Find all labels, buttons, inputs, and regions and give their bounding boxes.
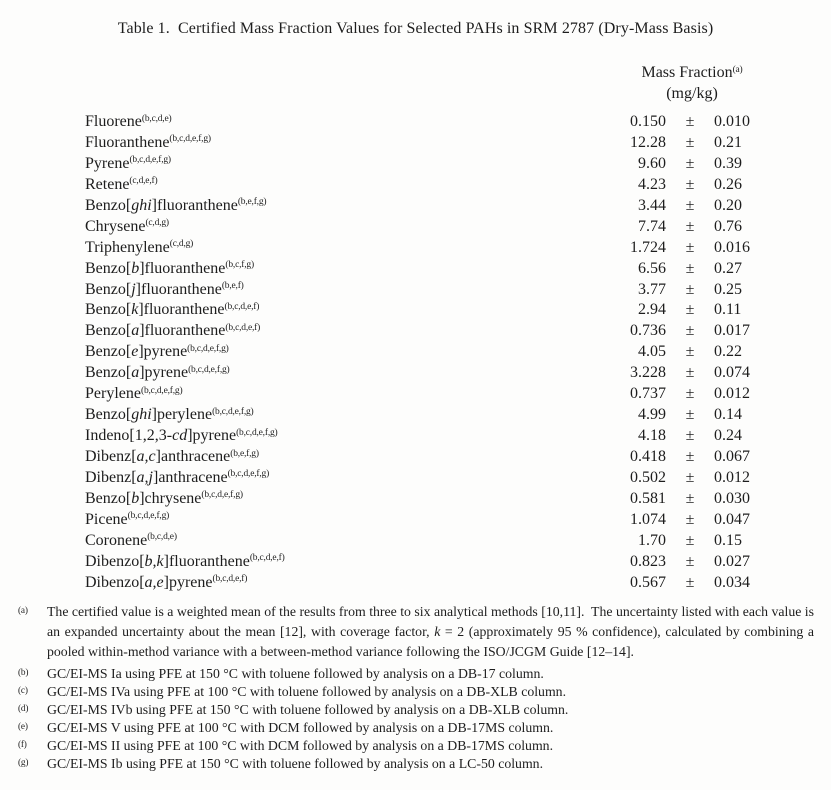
uncertainty-value: 0.030 [714, 489, 750, 507]
mass-fraction-value: 0.567 [630, 573, 666, 591]
mass-fraction-value: 3.44 [638, 196, 666, 214]
uncertainty-value: 0.15 [714, 531, 742, 549]
uncertainty-value: 0.012 [714, 468, 750, 486]
footnote-marker: (d) [18, 703, 29, 714]
table-row [85, 490, 778, 511]
mass-fraction-value: 2.94 [638, 301, 666, 319]
mass-fraction-value: 1.724 [630, 238, 666, 256]
table-row [85, 134, 778, 155]
table-row [85, 281, 778, 302]
footnote [18, 665, 814, 683]
mass-fraction-value: 9.60 [638, 154, 666, 172]
table-row [85, 553, 778, 574]
plus-minus-symbol: ± [685, 573, 695, 591]
compound-footnote-refs: (c,d,e,f) [129, 176, 158, 187]
footnote-marker: (g) [18, 757, 29, 768]
compound-name: Triphenylene$^{(c,d,g)}$ [85, 238, 194, 256]
uncertainty-value: 0.25 [714, 280, 742, 298]
compound-footnote-refs: (b,e,f,g) [230, 448, 259, 459]
compound-name: Dibenzo[b,k]fluoranthene$^{(b,c,d,e,f)}$ [85, 552, 285, 570]
footnote-text: GC/EI-MS IVa using PFE at 100 °C with toluene followed by analysis on a DB-XLB column. [47, 684, 567, 699]
compound-name: Chrysene$^{(c,d,g)}$ [85, 217, 169, 235]
mass-fraction-value: 12.28 [630, 133, 666, 151]
uncertainty-value: 0.074 [714, 364, 750, 382]
compound-footnote-refs: (b,c,d,e) [141, 113, 172, 124]
footnote-text: The certified value is a weighted mean of the results from three to six analytical methods [10,11]. The uncertainty listed with each value is an expanded uncertainty about the mean [12], with coverage factor, k = 2 (approximately 95 % confidence), calculated by combining a pooled within-method variance with a between-method variance following the ISO/JCGM Guide [12–14]. [47, 604, 815, 659]
uncertainty-value: 0.26 [714, 175, 742, 193]
footnote-marker: (f) [18, 739, 27, 750]
table-row [85, 176, 778, 197]
plus-minus-symbol: ± [685, 175, 695, 193]
compound-name: Indeno[1,2,3-cd]pyrene$^{(b,c,d,e,f,g)}$ [85, 427, 278, 445]
table-row [85, 406, 778, 427]
footnote-marker: (c) [18, 685, 28, 696]
footnote-marker: (b) [18, 667, 29, 678]
footnote-text: GC/EI-MS II using PFE at 100 °C with DCM followed by analysis on a DB-17MS column. [47, 738, 554, 753]
footnote-text: GC/EI-MS Ia using PFE at 150 °C with toluene followed by analysis on a DB-17 column. [47, 666, 544, 681]
compound-footnote-refs: (b,c,f,g) [225, 260, 254, 271]
mass-fraction-value: 7.74 [638, 217, 666, 235]
mass-fraction-value: 4.05 [638, 343, 666, 361]
compound-name: Dibenz[a,c]anthracene$^{(b,e,f,g)}$ [85, 448, 259, 465]
uncertainty-value: 0.047 [714, 510, 750, 528]
footnote-marker: (e) [18, 721, 28, 732]
compound-footnote-refs: (b,c,d,e,f,g) [212, 406, 254, 417]
compound-name: Pyrene$^{(b,c,d,e,f,g)}$ [85, 154, 171, 172]
plus-minus-symbol: ± [685, 552, 695, 570]
column-header [592, 62, 792, 104]
compound-footnote-refs: (b,c,d,e,f) [212, 574, 248, 585]
table-row [85, 239, 778, 260]
uncertainty-value: 0.016 [714, 238, 750, 256]
compound-footnote-refs: (b,e,f,g) [237, 197, 267, 208]
compound-name: Benzo[e]pyrene$^{(b,c,d,e,f,g)}$ [85, 343, 229, 361]
compound-footnote-refs: (b,c,d,e,f,g) [201, 490, 243, 501]
footnote [18, 701, 814, 719]
plus-minus-symbol: ± [685, 448, 695, 465]
compound-footnote-refs: (b,c,d,e,f,g) [227, 469, 270, 480]
column-header-footnote-ref: (a) [732, 64, 743, 75]
plus-minus-symbol: ± [685, 468, 695, 486]
column-header-label [592, 62, 792, 83]
compound-footnote-refs: (b,c,d,e) [147, 532, 177, 543]
column-header-unit: (mg/kg) [666, 85, 718, 102]
uncertainty-value: 0.21 [714, 133, 742, 151]
table-title: Table 1. Certified Mass Fraction Values for Selected PAHs in SRM 2787 (Dry-Mass Basis) [117, 20, 714, 37]
footnote-text: GC/EI-MS Ib using PFE at 150 °C with toluene followed by analysis on a LC-50 column. [47, 756, 544, 771]
compound-footnote-refs: (c,d,g) [169, 239, 194, 250]
mass-fraction-value: 0.418 [630, 448, 666, 465]
plus-minus-symbol: ± [685, 154, 695, 172]
mass-fraction-value: 4.18 [638, 427, 666, 445]
compound-name: Benzo[ghi]fluoranthene$^{(b,e,f,g)}$ [85, 196, 267, 214]
table-row [85, 427, 778, 448]
compound-footnote-refs: (b,c,d,e,f,g) [169, 134, 211, 145]
table-row [85, 322, 778, 343]
compound-name: Benzo[a]pyrene$^{(b,c,d,e,f,g)}$ [85, 364, 230, 382]
uncertainty-value: 0.010 [714, 113, 750, 130]
footnote [18, 683, 814, 701]
compound-name: Benzo[j]fluoranthene$^{(b,e,f)}$ [85, 280, 244, 298]
table-row [85, 448, 778, 469]
compound-footnote-refs: (b,c,d,e,f) [249, 553, 285, 564]
uncertainty-value: 0.14 [714, 406, 742, 424]
uncertainty-value: 0.017 [714, 322, 750, 340]
plus-minus-symbol: ± [685, 531, 695, 549]
compound-footnote-refs: (b,c,d,e,f,g) [140, 385, 183, 396]
plus-minus-symbol: ± [685, 196, 695, 214]
mass-fraction-value: 0.150 [630, 113, 666, 130]
compound-footnote-refs: (b,c,d,e,f,g) [188, 364, 230, 375]
table-row [85, 469, 778, 490]
table-row [85, 218, 778, 239]
mass-fraction-value: 0.736 [630, 322, 666, 340]
compound-name: Benzo[b]chrysene$^{(b,c,d,e,f,g)}$ [85, 489, 243, 507]
mass-fraction-value: 0.502 [630, 468, 666, 486]
compound-name: Coronene$^{(b,c,d,e)}$ [85, 531, 177, 549]
compound-name: Fluoranthene$^{(b,c,d,e,f,g)}$ [85, 133, 211, 151]
footnote-text: GC/EI-MS V using PFE at 100 °C with DCM followed by analysis on a DB-17MS column. [47, 720, 554, 735]
mass-fraction-value: 0.823 [630, 552, 666, 570]
compound-footnote-refs: (c,d,g) [145, 218, 169, 229]
footnote [18, 602, 814, 662]
compound-name: Fluorene$^{(b,c,d,e)}$ [85, 113, 172, 130]
uncertainty-value: 0.034 [714, 573, 750, 591]
plus-minus-symbol: ± [685, 385, 695, 403]
plus-minus-symbol: ± [685, 489, 695, 507]
footnote [18, 719, 814, 737]
mass-fraction-value: 6.56 [638, 259, 666, 277]
table-row [85, 343, 778, 364]
plus-minus-symbol: ± [685, 343, 695, 361]
uncertainty-value: 0.11 [714, 301, 742, 319]
footnotes [18, 602, 814, 773]
plus-minus-symbol: ± [685, 133, 695, 151]
compound-name: Benzo[b]fluoranthene$^{(b,c,f,g)}$ [85, 259, 254, 277]
compound-name: Picene$^{(b,c,d,e,f,g)}$ [85, 510, 170, 528]
uncertainty-value: 0.27 [714, 259, 742, 277]
compound-name: Benzo[ghi]perylene$^{(b,c,d,e,f,g)}$ [85, 406, 254, 424]
table-row [85, 364, 778, 385]
table-rows [85, 113, 778, 595]
mass-fraction-value: 0.737 [630, 385, 666, 403]
uncertainty-value: 0.76 [714, 217, 742, 235]
table-row [85, 511, 778, 532]
table-row [85, 385, 778, 406]
compound-footnote-refs: (b,c,d,e,f,g) [127, 511, 170, 522]
uncertainty-value: 0.027 [714, 552, 750, 570]
compound-footnote-refs: (b,c,d,e,f) [225, 322, 261, 333]
table-row [85, 260, 778, 281]
uncertainty-value: 0.39 [714, 154, 742, 172]
plus-minus-symbol: ± [685, 406, 695, 424]
footnote [18, 737, 814, 755]
compound-footnote-refs: (b,c,d,e,f,g) [129, 155, 171, 166]
plus-minus-symbol: ± [685, 259, 695, 277]
compound-name: Retene$^{(c,d,e,f)}$ [85, 175, 158, 193]
uncertainty-value: 0.067 [714, 448, 750, 465]
mass-fraction-value: 4.23 [638, 175, 666, 193]
footnote [18, 755, 814, 773]
compound-name: Perylene$^{(b,c,d,e,f,g)}$ [85, 385, 183, 403]
uncertainty-value: 0.22 [714, 343, 742, 361]
plus-minus-symbol: ± [685, 364, 695, 382]
compound-footnote-refs: (b,e,f) [221, 281, 244, 291]
table-row [85, 574, 778, 595]
compound-name: Dibenzo[a,e]pyrene$^{(b,c,d,e,f)}$ [85, 573, 248, 591]
table-row [85, 197, 778, 218]
plus-minus-symbol: ± [685, 113, 695, 130]
mass-fraction-value: 3.228 [630, 364, 666, 382]
uncertainty-value: 0.012 [714, 385, 750, 403]
mass-fraction-value: 1.70 [638, 531, 666, 549]
mass-fraction-value: 3.77 [638, 280, 666, 298]
plus-minus-symbol: ± [685, 217, 695, 235]
compound-name: Benzo[a]fluoranthene$^{(b,c,d,e,f)}$ [85, 322, 261, 340]
uncertainty-value: 0.20 [714, 196, 742, 214]
mass-fraction-value: 1.074 [630, 510, 666, 528]
compound-footnote-refs: (b,c,d,e,f,g) [187, 343, 229, 354]
plus-minus-symbol: ± [685, 510, 695, 528]
plus-minus-symbol: ± [685, 301, 695, 319]
table-row [85, 113, 778, 134]
table-row [85, 301, 778, 322]
mass-fraction-value: 0.581 [630, 489, 666, 507]
mass-fraction-value: 4.99 [638, 406, 666, 424]
plus-minus-symbol: ± [685, 427, 695, 445]
plus-minus-symbol: ± [685, 238, 695, 256]
table-row [85, 532, 778, 553]
compound-name: Dibenz[a,j]anthracene$^{(b,c,d,e,f,g)}$ [85, 468, 270, 486]
column-header-label-text: Mass Fraction [641, 64, 733, 81]
uncertainty-value: 0.24 [714, 427, 742, 445]
compound-footnote-refs: (b,c,d,e,f,g) [236, 427, 278, 438]
footnote-text: GC/EI-MS IVb using PFE at 150 °C with toluene followed by analysis on a DB-XLB column. [47, 702, 569, 717]
compound-name: Benzo[k]fluoranthene$^{(b,c,d,e,f)}$ [85, 301, 260, 319]
footnote-marker: (a) [18, 606, 28, 616]
table-row [85, 155, 778, 176]
plus-minus-symbol: ± [685, 280, 695, 298]
plus-minus-symbol: ± [685, 322, 695, 340]
compound-footnote-refs: (b,c,d,e,f) [224, 301, 260, 312]
